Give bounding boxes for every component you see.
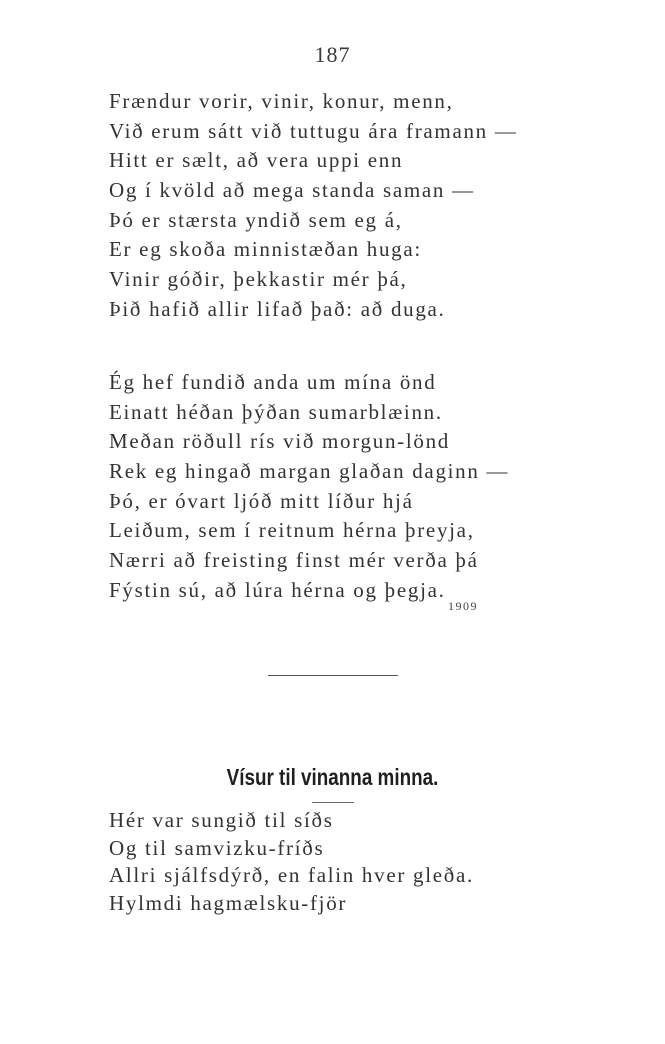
- poem-line: Hér var sungið til síðs: [109, 808, 334, 832]
- poem-line: Meðan röðull rís við morgun-lönd: [109, 429, 450, 454]
- year-signature: 1909: [448, 599, 478, 613]
- poem-line: Leiðum, sem í reitnum hérna þreyja,: [109, 518, 475, 543]
- poem-line: Fýstin sú, að lúra hérna og þegja.: [109, 577, 446, 602]
- poem-title: Vísur til vinanna minna.: [226, 764, 439, 790]
- poem-line: Er eg skoða minnistæðan huga:: [109, 237, 422, 262]
- poem-line: Við erum sátt við tuttugu ára framann —: [109, 118, 518, 143]
- poem-line: Vinir góðir, þekkastir mér þá,: [109, 267, 408, 292]
- stanza-2: [109, 368, 649, 606]
- title-underline-rule: [312, 802, 354, 803]
- stanza-3: [109, 807, 649, 917]
- poem-line: Ég hef fundið anda um mína önd: [109, 370, 437, 394]
- poem-line: Og til samvizku-fríðs: [109, 835, 325, 860]
- poem-line: Nærri að freisting finst mér verða þá: [109, 548, 479, 573]
- poem-line: Rek eg hingað margan glaðan daginn —: [109, 459, 510, 484]
- poem-line: Frændur vorir, vinir, konur, menn,: [109, 89, 454, 113]
- section-divider: [268, 675, 398, 676]
- poem-line: Allri sjálfsdýrð, en falin hver gleða.: [109, 863, 474, 887]
- page-number: 187: [314, 42, 351, 67]
- poem-line: Einatt héðan þýðan sumarblæinn.: [109, 399, 443, 424]
- poem-line: Þið hafið allir lifað það: að duga.: [109, 296, 446, 321]
- stanza-1: [109, 87, 649, 325]
- poem-line: Þó er stærsta yndið sem eg á,: [109, 207, 403, 232]
- poem-line: Og í kvöld að mega standa saman —: [109, 178, 475, 203]
- poem-line: Hylmdi hagmælsku-fjör: [109, 890, 348, 915]
- poem-line: Hitt er sælt, að vera uppi enn: [109, 148, 404, 173]
- poem-line: Þó, er óvart ljóð mitt líður hjá: [109, 488, 414, 513]
